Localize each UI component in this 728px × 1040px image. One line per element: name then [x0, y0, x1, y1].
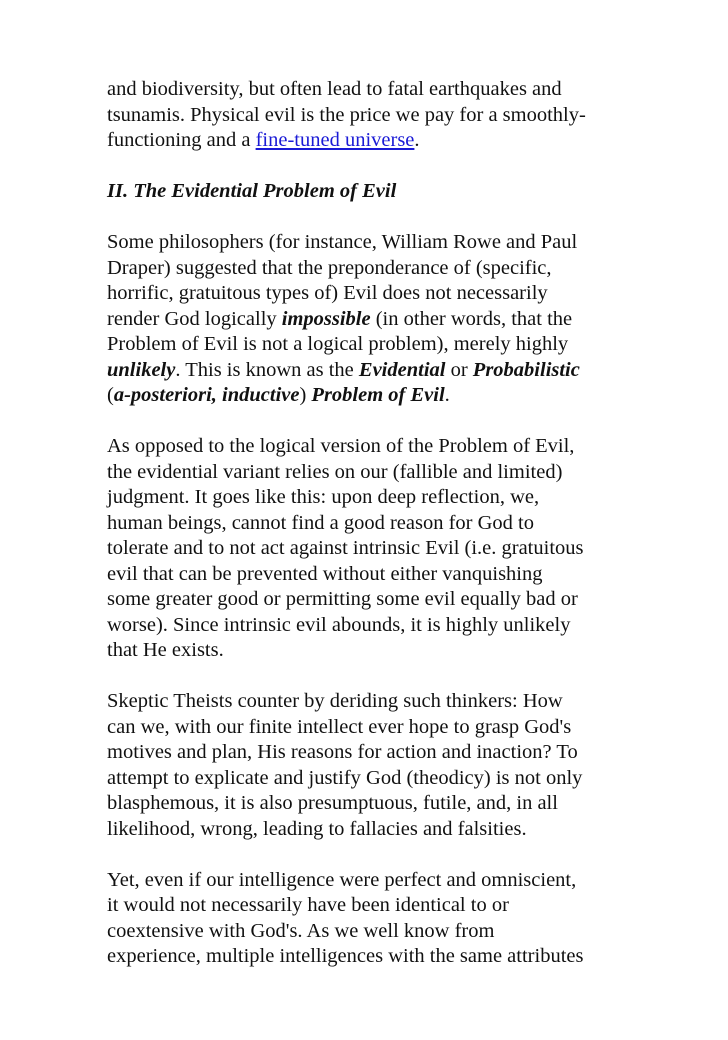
text-run: )	[299, 384, 312, 406]
emphasis-a-posteriori-inductive: a-posteriori, inductive	[113, 384, 300, 406]
text-line	[107, 383, 627, 409]
text-line: that He exists.	[107, 639, 224, 661]
text-line: motives and plan, His reasons for action and inaction? To	[107, 741, 578, 763]
emphasis-problem-of-evil: Problem of Evil	[311, 384, 445, 406]
text-line: tolerate and to not act against intrinsic Evil (i.e. gratuitous	[107, 537, 584, 559]
text-run: (	[107, 384, 114, 406]
emphasis-evidential: Evidential	[358, 358, 446, 381]
text-line: can we, with our finite intellect ever hope to grasp God's	[107, 715, 572, 738]
text-line	[107, 128, 627, 154]
text-line	[107, 358, 627, 384]
paragraph-2	[107, 230, 627, 409]
text-line: Skeptic Theists counter by deriding such thinkers: How	[107, 690, 563, 712]
text-line	[107, 307, 627, 333]
text-run: .	[414, 129, 420, 151]
paragraph-4	[107, 689, 627, 842]
document-body	[107, 77, 627, 995]
text-run: . This is known as the	[175, 358, 359, 381]
text-run: functioning and a	[107, 129, 256, 151]
fine-tuned-universe-link[interactable]: fine-tuned universe	[255, 129, 415, 151]
text-line: it would not necessarily have been identical to or	[107, 894, 509, 916]
text-line: and biodiversity, but often lead to fatal earthquakes and	[107, 78, 562, 100]
text-line: coextensive with God's. As we well know from	[107, 919, 495, 942]
text-line: Problem of Evil is not a logical problem), merely highly	[107, 333, 569, 355]
text-line: horrific, gratuitous types of) Evil does not necessarily	[107, 282, 548, 304]
text-line: some greater good or permitting some evil equally bad or	[107, 588, 578, 610]
text-line: tsunamis. Physical evil is the price we pay for a smoothly-	[107, 103, 586, 126]
text-line: the evidential variant relies on our (fallible and limited)	[107, 460, 563, 483]
text-run: or	[445, 358, 473, 381]
text-line: attempt to explicate and justify God (theodicy) is not only	[107, 766, 583, 789]
text-line: As opposed to the logical version of the Problem of Evil,	[107, 435, 575, 457]
text-run: (in other words, that the	[370, 307, 573, 330]
text-line: worse). Since intrinsic evil abounds, it is highly unlikely	[107, 613, 571, 636]
emphasis-impossible: impossible	[281, 307, 371, 330]
emphasis-unlikely: unlikely	[107, 358, 176, 381]
text-line: judgment. It goes like this: upon deep reflection, we,	[107, 486, 540, 508]
section-heading	[107, 179, 627, 205]
text-line: experience, multiple intelligences with the same attributes	[107, 945, 584, 967]
text-run: .	[444, 384, 450, 406]
section-heading-text: II. The Evidential Problem of Evil	[107, 180, 397, 202]
text-line: Some philosophers (for instance, William Rowe and Paul	[107, 231, 578, 253]
text-line: blasphemous, it is also presumptuous, futile, and, in all	[107, 792, 558, 814]
text-line: Yet, even if our intelligence were perfect and omniscient,	[107, 868, 577, 891]
text-line: likelihood, wrong, leading to fallacies and falsities.	[107, 817, 527, 840]
text-line: Draper) suggested that the preponderance of (specific,	[107, 256, 552, 279]
text-run: render God logically	[107, 307, 282, 330]
paragraph-3	[107, 434, 627, 664]
paragraph-1	[107, 77, 627, 154]
emphasis-probabilistic: Probabilistic	[472, 358, 580, 381]
text-line: human beings, cannot find a good reason for God to	[107, 511, 534, 534]
paragraph-5	[107, 868, 627, 970]
text-line: evil that can be prevented without either vanquishing	[107, 562, 543, 585]
